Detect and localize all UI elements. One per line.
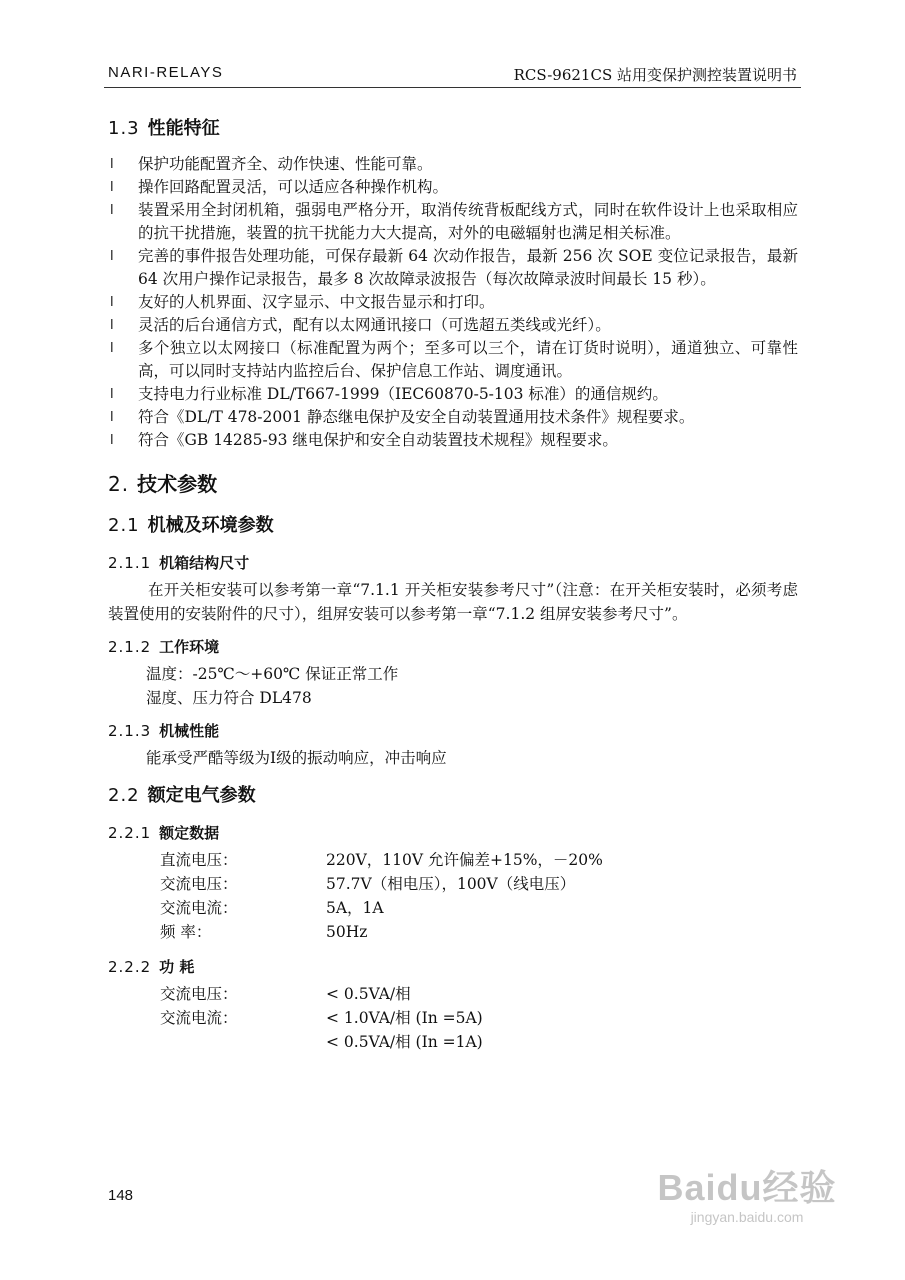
power-value: < 0.5VA/相 (326, 985, 411, 1003)
power-key (160, 1030, 326, 1054)
section-number: 2.1.2 (108, 638, 152, 656)
power-row (108, 1006, 798, 1030)
section-heading-2 (108, 468, 798, 500)
section-title: 额定数据 (159, 824, 220, 842)
power-value: < 0.5VA/相 (In =1A) (326, 1033, 483, 1051)
env-line-humidity: 湿度、压力符合 DL478 (146, 689, 312, 707)
section-number: 1.3 (108, 118, 140, 139)
power-key: 交流电流： (160, 1009, 238, 1027)
rating-key: 频 率： (160, 923, 212, 941)
section-heading-1-3 (108, 115, 798, 143)
header-rule (104, 87, 801, 88)
document-body (108, 115, 798, 1054)
section-number: 2.1.3 (108, 722, 152, 740)
section-title: 额定电气参数 (147, 785, 256, 806)
list-item: l 装置采用全封闭机箱，强弱电严格分开，取消传统背板配线方式，同时在软件设计上也采取相应的抗干扰措施，装置的抗干扰能力大大提高，对外的电磁辐射也满足相关标准。 (108, 199, 798, 245)
list-item: l 符合《DL/T 478-2001 静态继电保护及安全自动装置通用技术条件》规程要求。 (108, 406, 798, 429)
rating-value: 220V，110V 允许偏差+15%，－20% (326, 851, 603, 869)
section-heading-2-1-2 (108, 634, 798, 660)
section-number: 2.1.1 (108, 554, 152, 572)
rating-row (108, 848, 798, 872)
section-heading-2-1-3 (108, 718, 798, 744)
watermark-logo: Baidu经验 (657, 1167, 837, 1208)
rating-row (108, 872, 798, 896)
section-title: 技术参数 (137, 472, 218, 496)
section-title: 功 耗 (159, 958, 195, 976)
rating-key: 交流电压： (160, 875, 238, 893)
page-header-left: NARI-RELAYS (108, 64, 224, 81)
section-number: 2. (108, 472, 130, 496)
rating-key: 直流电压： (160, 851, 238, 869)
page-number: 148 (108, 1187, 134, 1204)
rating-key: 交流电流： (160, 899, 238, 917)
power-row (108, 982, 798, 1006)
list-item: l 操作回路配置灵活，可以适应各种操作机构。 (108, 176, 798, 199)
rating-value: 50Hz (326, 923, 368, 941)
page-header-right: RCS-9621CS 站用变保护测控装置说明书 (513, 66, 797, 84)
list-item: l 支持电力行业标准 DL/T667-1999（IEC60870-5-103 标准）的通信规约。 (108, 383, 798, 406)
section-number: 2.1 (108, 515, 140, 536)
rating-row (108, 920, 798, 944)
section-heading-2-2 (108, 782, 798, 810)
section-heading-2-1-1 (108, 550, 798, 576)
power-value: < 1.0VA/相 (In =5A) (326, 1009, 483, 1027)
watermark-url: jingyan.baidu.com (690, 1209, 804, 1225)
power-key: 交流电压： (160, 985, 238, 1003)
section-title: 工作环境 (159, 638, 220, 656)
feature-list (108, 153, 798, 452)
section-number: 2.2.2 (108, 958, 152, 976)
section-title: 性能特征 (147, 118, 220, 139)
section-number: 2.2.1 (108, 824, 152, 842)
rating-value: 5A，1A (326, 899, 384, 917)
paragraph: 在开关柜安装可以参考第一章“7.1.1 开关柜安装参考尺寸”（注意：在开关柜安装时，必须考虑装置使用的安装附件的尺寸），组屏安装可以参考第一章“7.1.2 组屏安装参考尺寸”。 (108, 581, 798, 623)
list-item: l 符合《GB 14285-93 继电保护和安全自动装置技术规程》规程要求。 (108, 429, 798, 452)
list-item: l 完善的事件报告处理功能，可保存最新 64 次动作报告，最新 256 次 SOE 变位记录报告，最新 64 次用户操作记录报告，最多 8 次故障录波报告（每次故障录波时间最长 15 秒）。 (108, 245, 798, 291)
section-heading-2-1 (108, 512, 798, 540)
power-row (108, 1030, 798, 1054)
section-title: 机械及环境参数 (147, 515, 274, 536)
section-title: 机箱结构尺寸 (159, 554, 250, 572)
env-line-temperature: 温度：-25℃～+60℃ 保证正常工作 (146, 665, 399, 683)
rating-value: 57.7V（相电压），100V（线电压） (326, 875, 576, 893)
section-number: 2.2 (108, 785, 140, 806)
list-item: l 友好的人机界面、汉字显示、中文报告显示和打印。 (108, 291, 798, 314)
list-item: l 灵活的后台通信方式，配有以太网通讯接口（可选超五类线或光纤）。 (108, 314, 798, 337)
rating-row (108, 896, 798, 920)
watermark (647, 1160, 847, 1225)
section-heading-2-2-1 (108, 820, 798, 846)
section-heading-2-2-2 (108, 954, 798, 980)
list-item: l 多个独立以太网接口（标准配置为两个；至多可以三个，请在订货时说明），通道独立、可靠性高，可以同时支持站内监控后台、保护信息工作站、调度通讯。 (108, 337, 798, 383)
list-item: l 保护功能配置齐全、动作快速、性能可靠。 (108, 153, 798, 176)
paragraph: 能承受严酷等级为Ⅰ级的振动响应，冲击响应 (146, 749, 447, 767)
section-title: 机械性能 (159, 722, 220, 740)
